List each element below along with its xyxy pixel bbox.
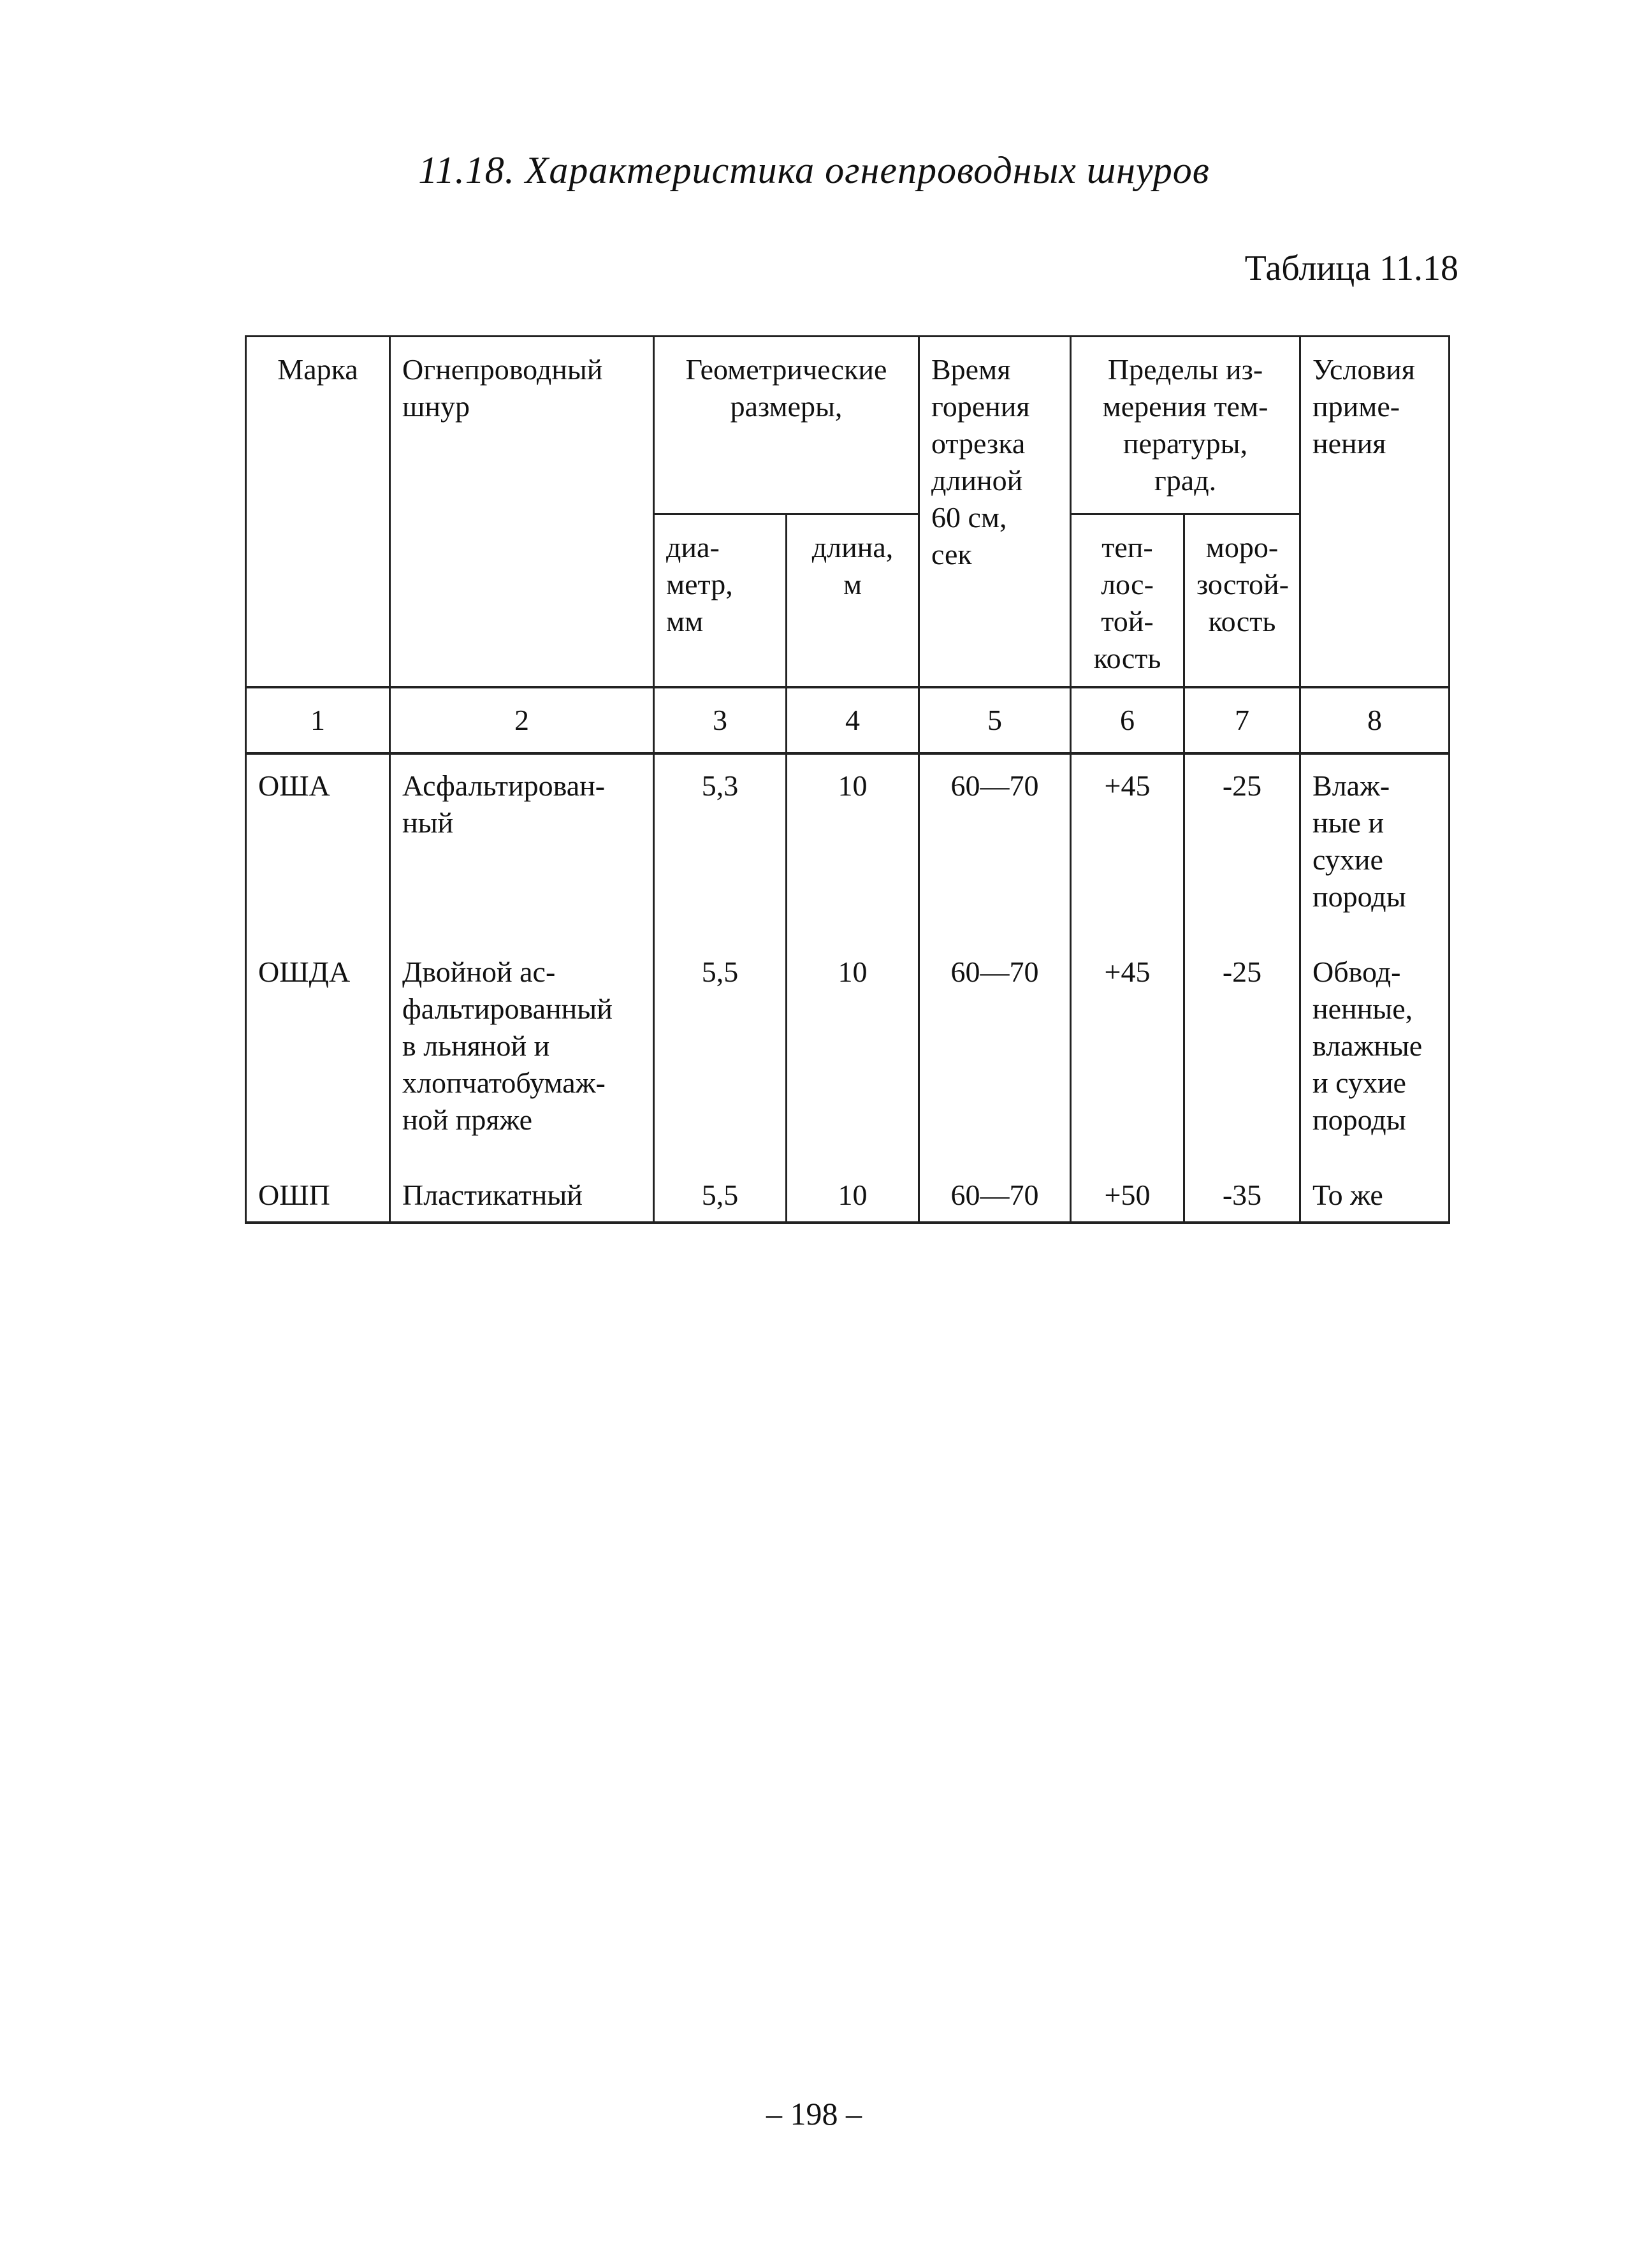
header-frost-resistance: моро- зостой- кость xyxy=(1184,514,1300,688)
table-row xyxy=(246,941,1450,1164)
table-caption: Таблица 11.18 xyxy=(1244,249,1458,288)
table-row xyxy=(246,1164,1450,1223)
cell-conditions: Влаж- ные и сухие породы xyxy=(1300,753,1450,941)
header-cord: Огнепроводный шнур xyxy=(390,337,654,688)
column-numbers-row xyxy=(246,687,1450,753)
page-number: – 198 – xyxy=(766,2096,862,2132)
header-diameter: диа- метр, мм xyxy=(654,514,787,688)
cell-cord: Асфальтирован- ный xyxy=(390,753,654,941)
cell-cord: Двойной ас- фальтированный в льняной и хлопчатобумаж- ной пряже xyxy=(390,941,654,1164)
column-number: 3 xyxy=(654,687,787,753)
header-heat-resistance: теп- лос- той- кость xyxy=(1071,514,1184,688)
header-conditions: Условия приме- нения xyxy=(1300,337,1450,688)
cell-mark: ОШДА xyxy=(246,941,390,1164)
cell-diameter: 5,3 xyxy=(654,753,787,941)
cell-diameter: 5,5 xyxy=(654,1164,787,1223)
cell-conditions: Обвод- ненные, влажные и сухие породы xyxy=(1300,941,1450,1164)
header-burn-time: Время горения отрезка длиной 60 см, сек xyxy=(919,337,1071,688)
fuse-cord-table xyxy=(245,335,1450,1224)
cell-burn-time: 60—70 xyxy=(919,1164,1071,1223)
cell-mark: ОШП xyxy=(246,1164,390,1223)
column-number: 6 xyxy=(1071,687,1184,753)
cell-cord: Пластикатный xyxy=(390,1164,654,1223)
cell-conditions: То же xyxy=(1300,1164,1450,1223)
section-title: 11.18. Характеристика огнепроводных шнуров xyxy=(418,149,1210,191)
cell-heat: +45 xyxy=(1071,941,1184,1164)
table-row xyxy=(246,753,1450,941)
header-row xyxy=(246,337,1450,514)
header-length: длина, м xyxy=(787,514,919,688)
column-number: 7 xyxy=(1184,687,1300,753)
column-number: 4 xyxy=(787,687,919,753)
cell-heat: +50 xyxy=(1071,1164,1184,1223)
cell-burn-time: 60—70 xyxy=(919,753,1071,941)
cell-length: 10 xyxy=(787,753,919,941)
cell-heat: +45 xyxy=(1071,753,1184,941)
column-number: 1 xyxy=(246,687,390,753)
column-number: 8 xyxy=(1300,687,1450,753)
column-number: 2 xyxy=(390,687,654,753)
cell-frost: -25 xyxy=(1184,941,1300,1164)
cell-length: 10 xyxy=(787,941,919,1164)
cell-frost: -25 xyxy=(1184,753,1300,941)
cell-length: 10 xyxy=(787,1164,919,1223)
cell-mark: ОША xyxy=(246,753,390,941)
header-geometry: Геометрические размеры, xyxy=(654,337,919,514)
header-mark: Марка xyxy=(246,337,390,688)
column-number: 5 xyxy=(919,687,1071,753)
cell-diameter: 5,5 xyxy=(654,941,787,1164)
header-temp-limits: Пределы из- мерения тем- пературы, град. xyxy=(1071,337,1300,514)
cell-frost: -35 xyxy=(1184,1164,1300,1223)
cell-burn-time: 60—70 xyxy=(919,941,1071,1164)
